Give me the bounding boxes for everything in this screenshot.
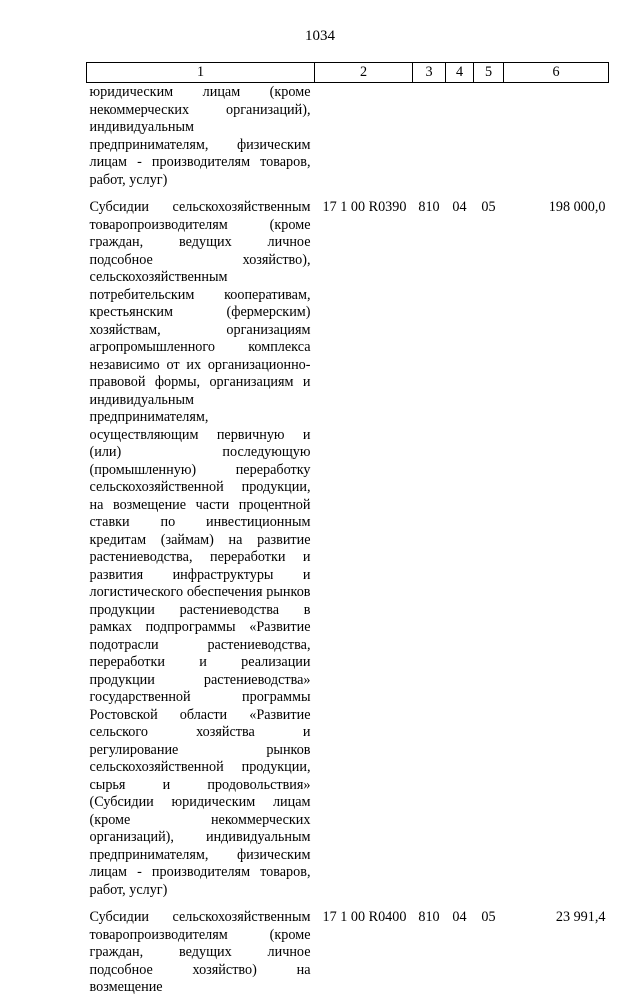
row-col3: 810	[418, 909, 440, 925]
column-header: 1	[87, 63, 315, 83]
row-amount	[504, 83, 609, 190]
table-row	[87, 83, 609, 190]
column-header: 2	[315, 63, 413, 83]
row-description: юридическим лицам (кроме некоммерческих организаций), индивидуальным предпринимателям, физическим лицам - производителям товаров, работ, услуг)	[89, 84, 311, 188]
column-header: 6	[504, 63, 609, 83]
row-col5	[474, 83, 504, 190]
row-amount: 198 000,0	[548, 199, 606, 215]
row-description: Субсидии сельскохозяйственным товаропроизводителям (кроме граждан, ведущих личное подсобное хозяйство), сельскохозяйственным потребительским кооперативам, крестьянским (фермерским) хозяйствам, организациям агропромышленного комплекса независимо от их организационно-правовой формы, организациям и индивидуальным предпринимателям, осуществляющим первичную и (или) последующую (промышленную) переработку сельскохозяйственной продукции, на возмещение части процентной ставки по инвестиционным кредитам (займам) на развитие растениеводства, переработки и развития инфраструктуры и логистического обеспечения рынков продукции растениеводства в рамках подпрограммы «Развитие подотрасли растениеводства, переработки и реализации продукции растениеводства» государственной программы Ростовской области «Развитие сельского хозяйства и регулирование рынков сельскохозяйственной продукции, сырья и продовольствия» (Субсидии юридическим лицам (кроме некоммерческих организаций), индивидуальным предпринимателям, физическим лицам - производителям товаров, работ, услуг)	[89, 199, 311, 898]
row-col3: 810	[418, 199, 440, 215]
table-row	[87, 899, 609, 997]
row-code	[315, 83, 413, 190]
row-col4: 04	[452, 199, 467, 215]
column-header: 3	[413, 63, 446, 83]
row-amount: 23 991,4	[555, 909, 606, 925]
row-col3	[413, 83, 446, 190]
header-row	[87, 63, 609, 83]
column-header: 4	[446, 63, 474, 83]
table-row	[87, 189, 609, 899]
row-code: 17 1 00 R0400	[322, 909, 407, 925]
row-description: Субсидии сельскохозяйственным товаропроизводителям (кроме граждан, ведущих личное подсобное хозяйство) на возмещение	[89, 909, 311, 995]
row-col4	[446, 83, 474, 190]
row-col5: 05	[481, 909, 496, 925]
row-col5: 05	[481, 199, 496, 215]
page-number: 1034	[305, 28, 335, 44]
budget-table	[86, 62, 609, 997]
row-col4: 04	[452, 909, 467, 925]
column-header: 5	[474, 63, 504, 83]
row-code: 17 1 00 R0390	[322, 199, 407, 215]
